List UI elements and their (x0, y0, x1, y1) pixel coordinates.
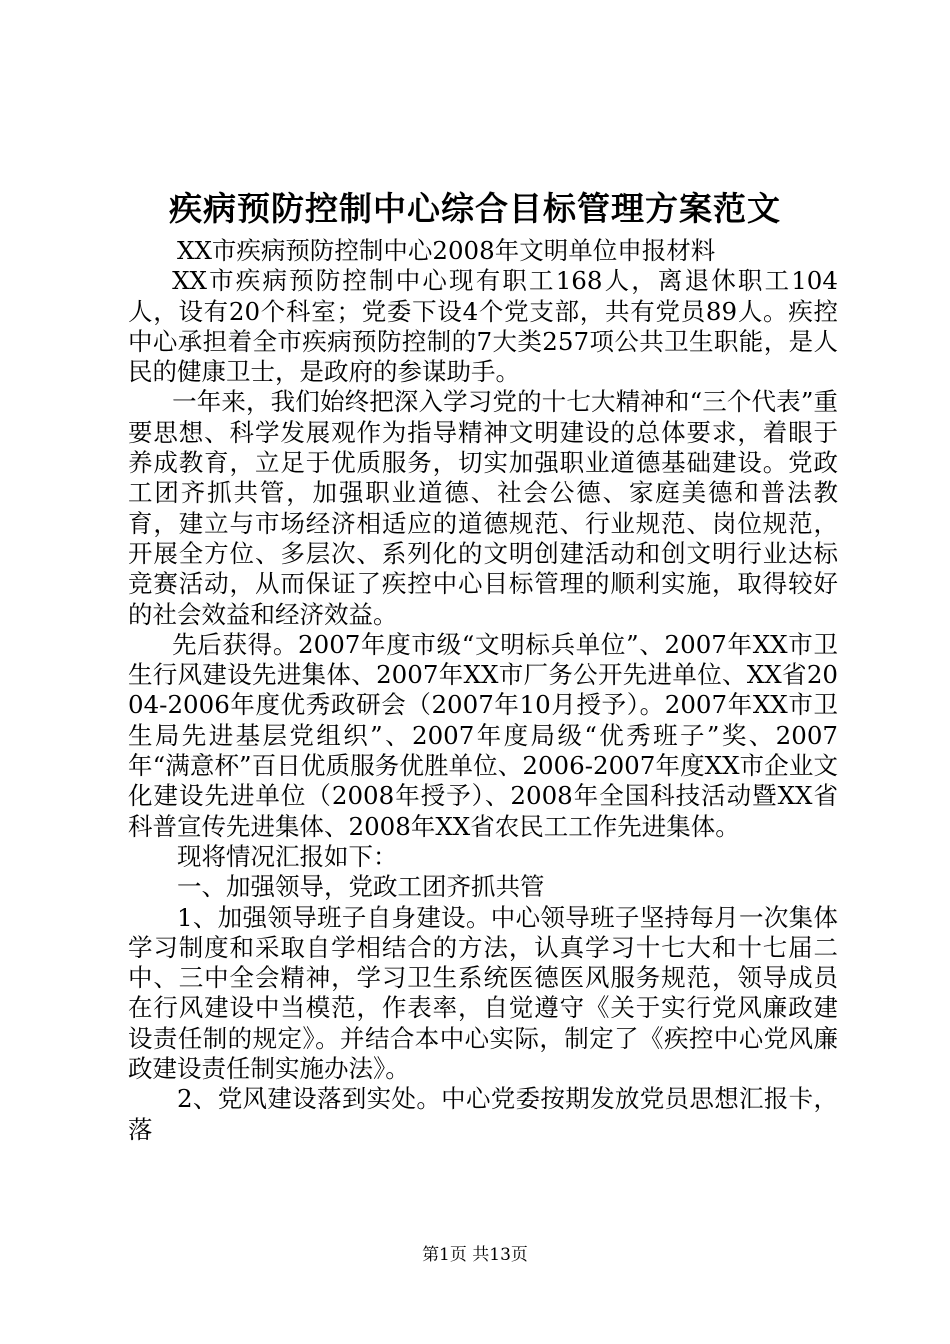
page-indicator: 第1页 共13页 (422, 1245, 528, 1265)
document-body (128, 236, 838, 1145)
paragraph-item-2: 2、党风建设落到实处。中心党委按期发放党员思想汇报卡，落 (128, 1084, 838, 1144)
paragraph-overview: XX市疾病预防控制中心现有职工168人，离退休职工104人，设有20个科室；党委下设4个党支部，共有党员89人。疾控中心承担着全市疾病预防控制的7大类257项公共卫生职能，是人民的健康卫士，是政府的参谋助手。 (128, 266, 838, 387)
paragraph-honors: 先后获得。2007年度市级“文明标兵单位”、2007年XX市卫生行风建设先进集体、2007年XX市厂务公开先进单位、XX省2004-2006年度优秀政研会（2007年10月授予）。2007年XX市卫生局先进基层党组织”、2007年度局级“优秀班子”奖、2007年“满意杯”百日优质服务优胜单位、2006-2007年度XX市企业文化建设先进单位（2008年授予）、2008年全国科技活动暨XX省科普宣传先进集体、2008年XX省农民工工作先进集体。 (128, 629, 838, 841)
page-footer (0, 1243, 950, 1267)
paragraph-subtitle: XX市疾病预防控制中心2008年文明单位申报材料 (177, 236, 716, 265)
document-title: 疾病预防控制中心综合目标管理方案范文 (169, 189, 781, 228)
paragraph-report-intro: 现将情况汇报如下： (177, 841, 398, 871)
paragraph-summary: 一年来，我们始终把深入学习党的十七大精神和“三个代表”重要思想、科学发展观作为指导精神文明建设的总体要求，着眼于养成教育，立足于优质服务，切实加强职业道德基础建设。党政工团齐抓共管，加强职业道德、社会公德、家庭美德和普法教育，建立与市场经济相适应的道德规范、行业规范、岗位规范，开展全方位、多层次、系列化的文明创建活动和创文明行业达标竞赛活动，从而保证了疾控中心目标管理的顺利实施，取得较好的社会效益和经济效益。 (128, 387, 838, 629)
paragraph-item-1: 1、加强领导班子自身建设。中心领导班子坚持每月一次集体学习制度和采取自学相结合的方法，认真学习十七大和十七届二中、三中全会精神，学习卫生系统医德医风服务规范，领导成员在行风建设中当模范，作表率，自觉遵守《关于实行党风廉政建设责任制的规定》。并结合本中心实际，制定了《疾控中心党风廉政建设责任制实施办法》。 (128, 902, 838, 1084)
section-heading-1: 一、加强领导，党政工团齐抓共管 (177, 872, 545, 902)
